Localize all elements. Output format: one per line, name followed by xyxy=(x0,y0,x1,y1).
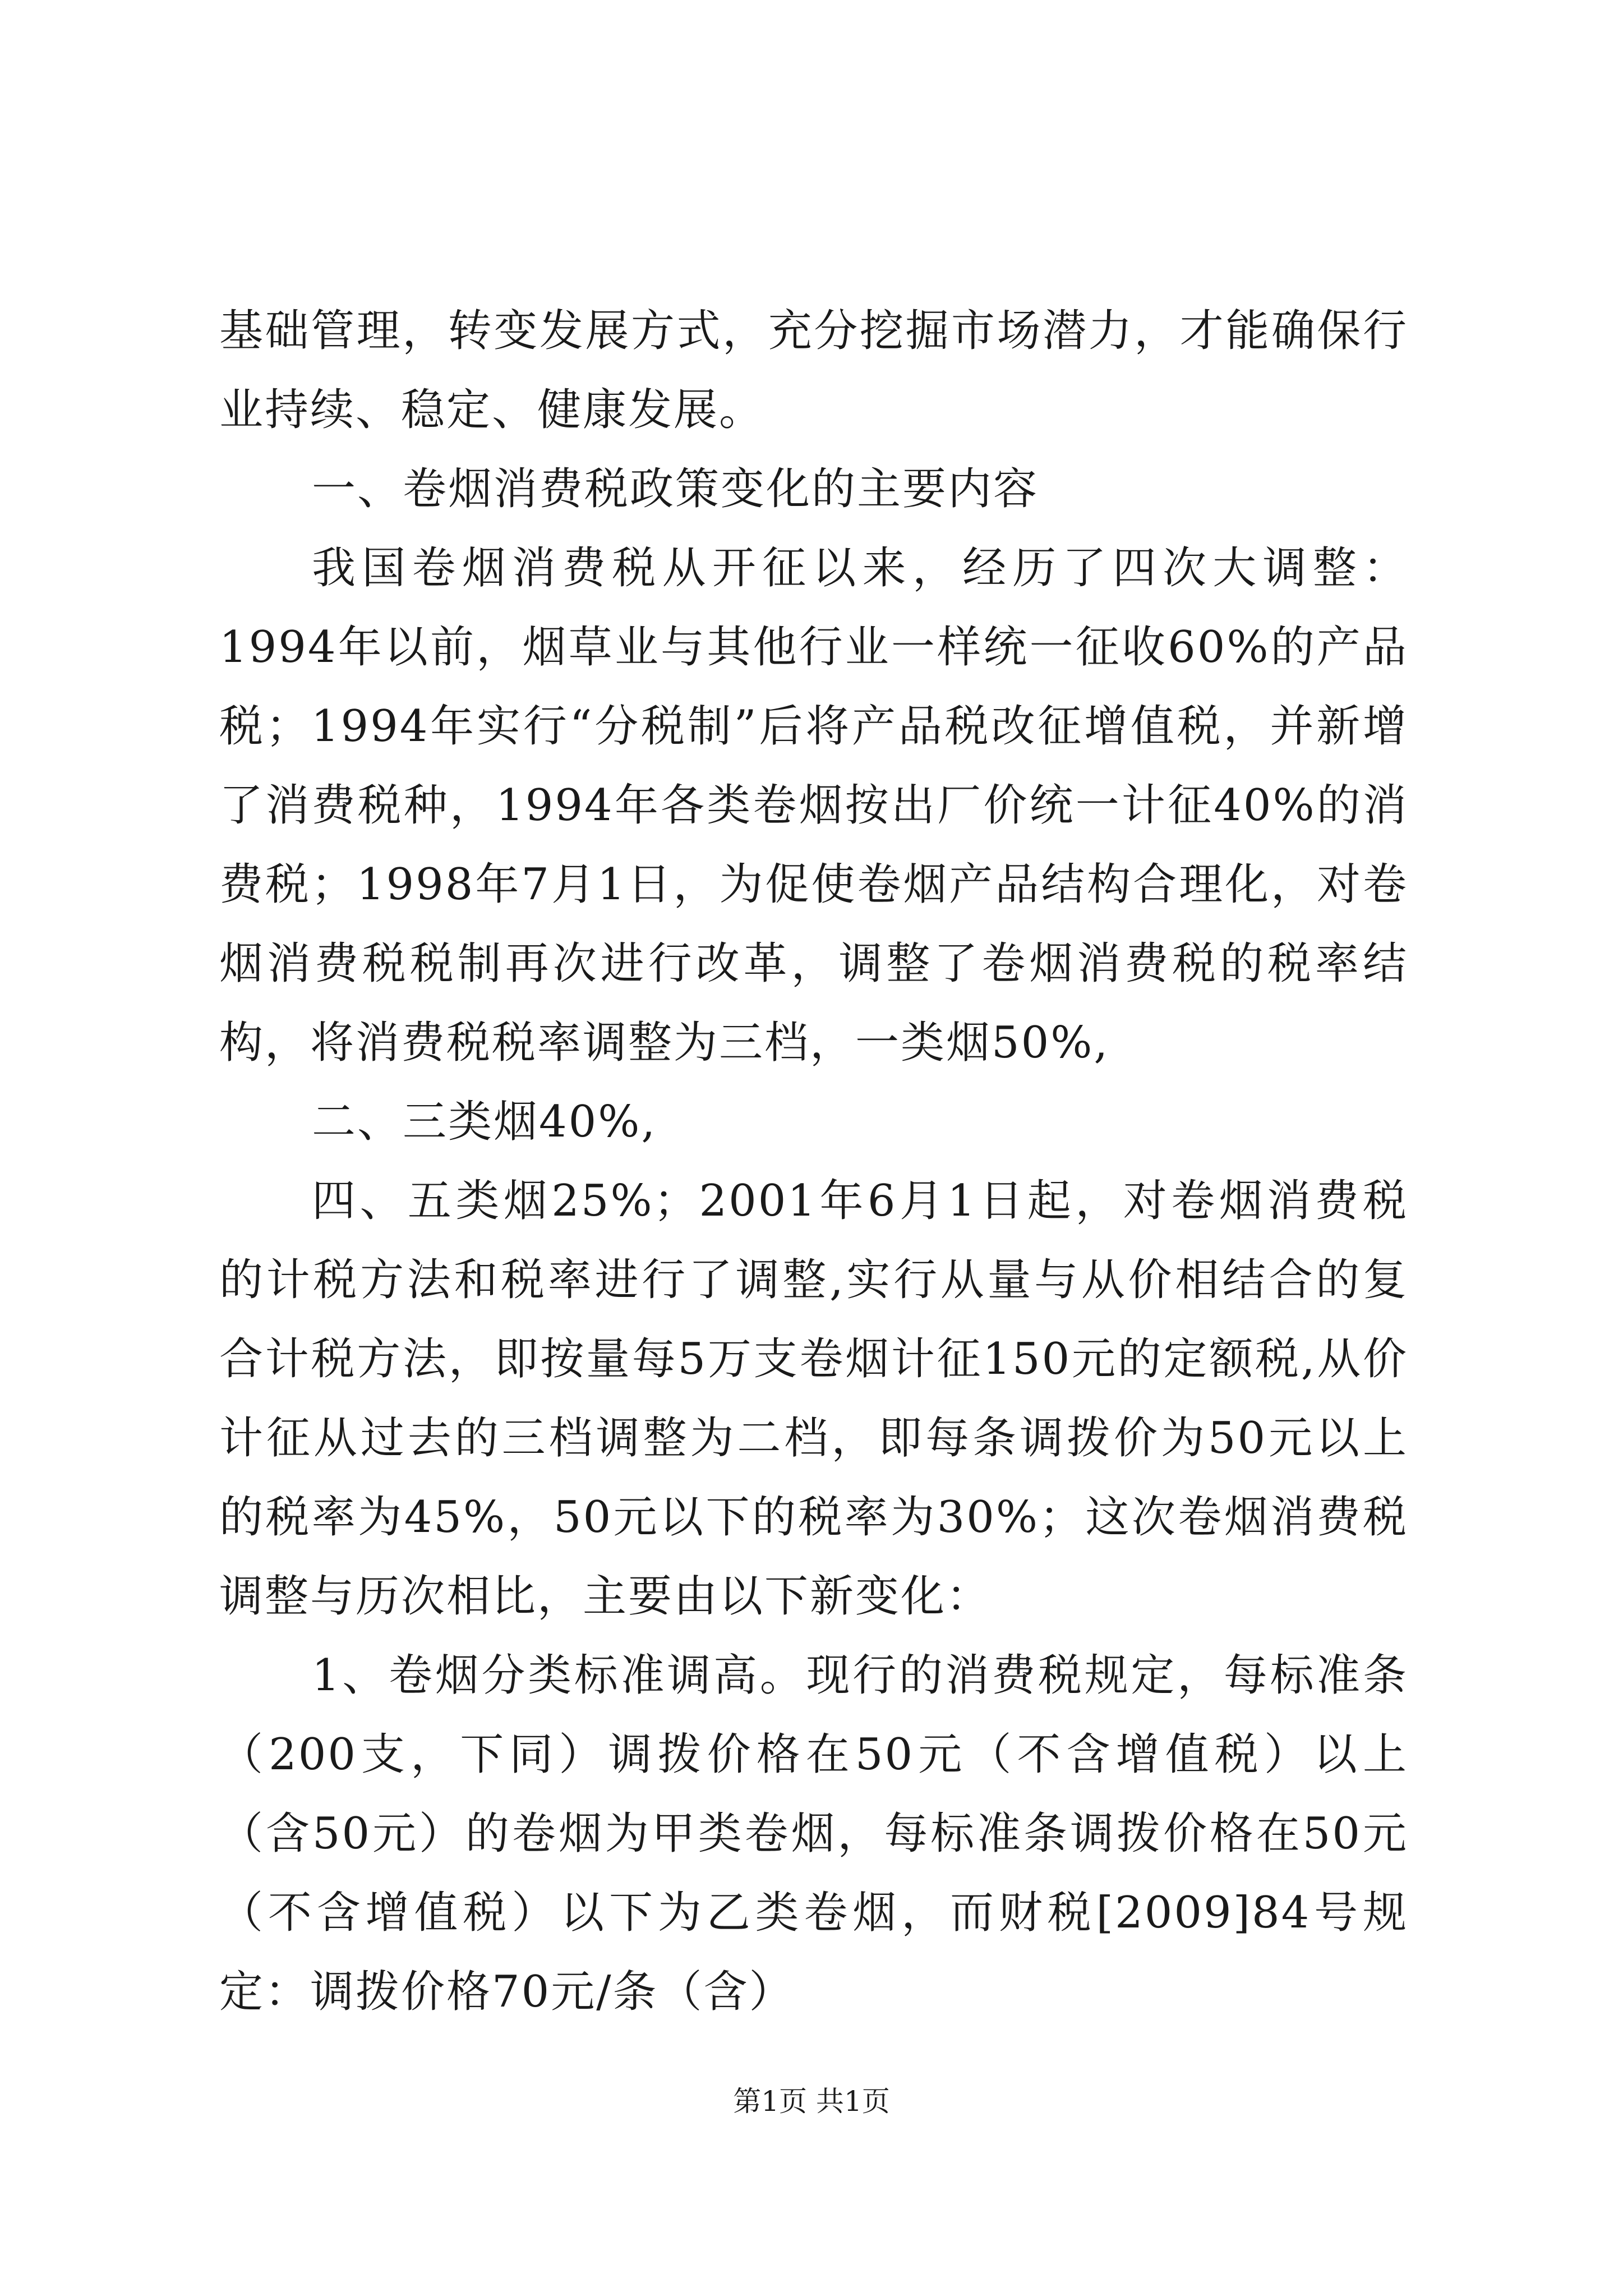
paragraph-history: 我国卷烟消费税从开征以来，经历了四次大调整：1994年以前，烟草业与其他行业一样统一征收60%的产品税；1994年实行“分税制”后将产品税改征增值税，并新增了消费税种，1994年各类卷烟按出厂价统一计征40%的消费税；1998年7月1日，为促使卷烟产品结构合理化，对卷烟消费税税制再次进行改革，调整了卷烟消费税的税率结构，将消费税税率调整为三档，一类烟50%, xyxy=(219,543,1408,1068)
page-number-footer: 第1页 共1页 xyxy=(733,2085,890,2118)
paragraph-continuation: 基础管理，转变发展方式，充分挖掘市场潜力，才能确保行业持续、稳定、健康发展。 xyxy=(219,306,1408,435)
paragraph-class-two-three: 二、三类烟40%, xyxy=(312,1097,657,1147)
section-heading: 一、卷烟消费税政策变化的主要内容 xyxy=(312,464,1039,514)
paragraph-class-four-five: 四、五类烟25%；2001年6月1日起，对卷烟消费税的计税方法和税率进行了调整,实行从量与从价相结合的复合计税方法，即按量每5万支卷烟计征150元的定额税,从价计征从过去的三档调整为二档，即每条调拨价为50元以上的税率为45%，50元以下的税率为30%；这次卷烟消费税调整与历次相比，主要由以下新变化： xyxy=(219,1176,1408,1622)
document-body xyxy=(219,292,1408,2032)
paragraph-classification-standard: 1、卷烟分类标准调高。现行的消费税规定，每标准条（200支，下同）调拨价格在50元（不含增值税）以上（含50元）的卷烟为甲类卷烟，每标准条调拨价格在50元（不含增值税）以下为乙类卷烟，而财税[2009]84号规定：调拨价格70元/条（含） xyxy=(219,1650,1408,2017)
